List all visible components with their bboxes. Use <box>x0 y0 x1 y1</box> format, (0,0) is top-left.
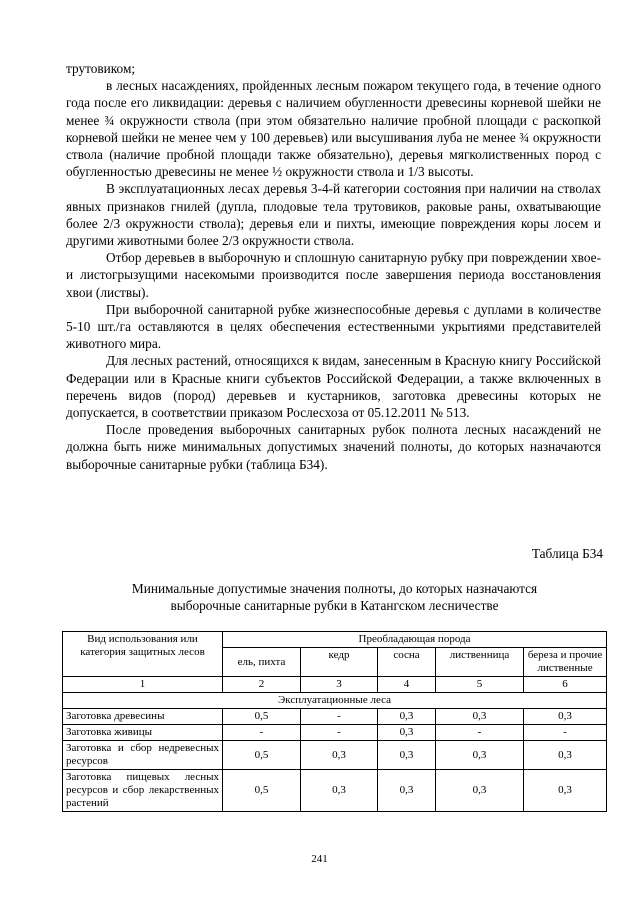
table-cell: - <box>301 725 378 741</box>
table-caption <box>66 580 603 614</box>
table-cell: - <box>524 725 607 741</box>
table-cell: 0,3 <box>378 709 436 725</box>
column-number: 6 <box>524 677 607 693</box>
table-cell: 0,3 <box>301 741 378 770</box>
table-cell: 0,5 <box>223 741 301 770</box>
table-cell: 0,3 <box>378 770 436 812</box>
table-row <box>63 709 607 725</box>
header-usage-type: Вид использования или категория защитных лесов <box>63 632 223 677</box>
table-cell: 0,5 <box>223 770 301 812</box>
column-number: 1 <box>63 677 223 693</box>
section-row: Эксплуатационные леса <box>63 693 607 709</box>
table-row <box>63 725 607 741</box>
header-dominant-species: Преобладающая порода <box>223 632 607 648</box>
column-number: 4 <box>378 677 436 693</box>
fullness-table <box>62 631 607 812</box>
column-number: 5 <box>436 677 524 693</box>
paragraph: После проведения выборочных санитарных рубок полнота лесных насаждений не должна быть ниже минимальных допустимых значений полноты, до которых назначаются выборочные санитарные рубки (таблица Б34). <box>66 422 601 472</box>
table-cell: 0,3 <box>436 741 524 770</box>
table-row <box>63 741 607 770</box>
caption-line: Минимальные допустимые значения полноты, до которых назначаются <box>131 581 538 596</box>
column-number: 2 <box>223 677 301 693</box>
table-label: Таблица Б34 <box>531 546 603 561</box>
table-cell: 0,3 <box>378 725 436 741</box>
table-cell: - <box>301 709 378 725</box>
table-row <box>63 770 607 812</box>
table-cell: 0,3 <box>436 770 524 812</box>
body-text <box>66 60 601 473</box>
paragraph: трутовиком; <box>66 61 136 76</box>
caption-line: выборочные санитарные рубки в Катангском лесничестве <box>170 598 499 613</box>
table-cell: 0,3 <box>378 741 436 770</box>
paragraph: Отбор деревьев в выборочную и сплошную санитарную рубку при повреждении хвое- и листогрызущими насекомыми производится после завершения периода восстановления хвои (листвы). <box>66 250 601 300</box>
row-label: Заготовка древесины <box>63 709 223 725</box>
column-number: 3 <box>301 677 378 693</box>
table-cell: 0,5 <box>223 709 301 725</box>
table-cell: 0,3 <box>524 770 607 812</box>
paragraph: Для лесных растений, относящихся к видам, занесенным в Красную книгу Российской Федерации или в Красные книги субъектов Российской Федерации, а также включенных в перечень видов (пород) деревьев и кустарников, заготовка древесины которых не допускается, в соответствии приказом Рослесхоза от 05.12.2011 № 513. <box>66 353 601 421</box>
paragraph: В эксплуатационных лесах деревья 3-4-й категории состояния при наличии на стволах явных признаков гнилей (дупла, плодовые тела трутовиков, раковые раны, охватывающие более 2/3 окружности ствола); деревья ели и пихты, имеющие повреждения коры лосем и другими животными более 2/3 окружности ствола. <box>66 181 601 249</box>
table-cell: 0,3 <box>524 741 607 770</box>
header-species: береза и прочие лиственные <box>524 648 607 677</box>
page-number: 241 <box>311 853 328 865</box>
header-species: сосна <box>378 648 436 677</box>
row-label: Заготовка пищевых лесных ресурсов и сбор лекарственных растений <box>63 770 223 812</box>
table-cell: - <box>436 725 524 741</box>
paragraph: в лесных насаждениях, пройденных лесным пожаром текущего года, в течение одного года после его ликвидации: деревья с наличием обугленности древесины корневой шейки не менее ¾ окружности ствола (при этом обязательно наличие пробной площади с раскопкой корневой шейки не менее чем у 100 деревьев) или высушивания луба не менее ¾ окружности ствола (наличие пробной площади также обязательно), деревья мягколиственных пород с обугленностью древесины не менее ½ окружности ствола и 1/3 высоты. <box>66 78 601 180</box>
header-species: лиственница <box>436 648 524 677</box>
header-species: кедр <box>301 648 378 677</box>
table-cell: 0,3 <box>524 709 607 725</box>
table-cell: 0,3 <box>301 770 378 812</box>
table-cell: 0,3 <box>436 709 524 725</box>
paragraph: При выборочной санитарной рубке жизнеспособные деревья с дуплами в количестве 5-10 шт./га оставляются в целях обеспечения естественными укрытиями представителей животного мира. <box>66 301 601 352</box>
row-label: Заготовка живицы <box>63 725 223 741</box>
row-label: Заготовка и сбор недревесных ресурсов <box>63 741 223 770</box>
table-cell: - <box>223 725 301 741</box>
header-species: ель, пихта <box>223 648 301 677</box>
